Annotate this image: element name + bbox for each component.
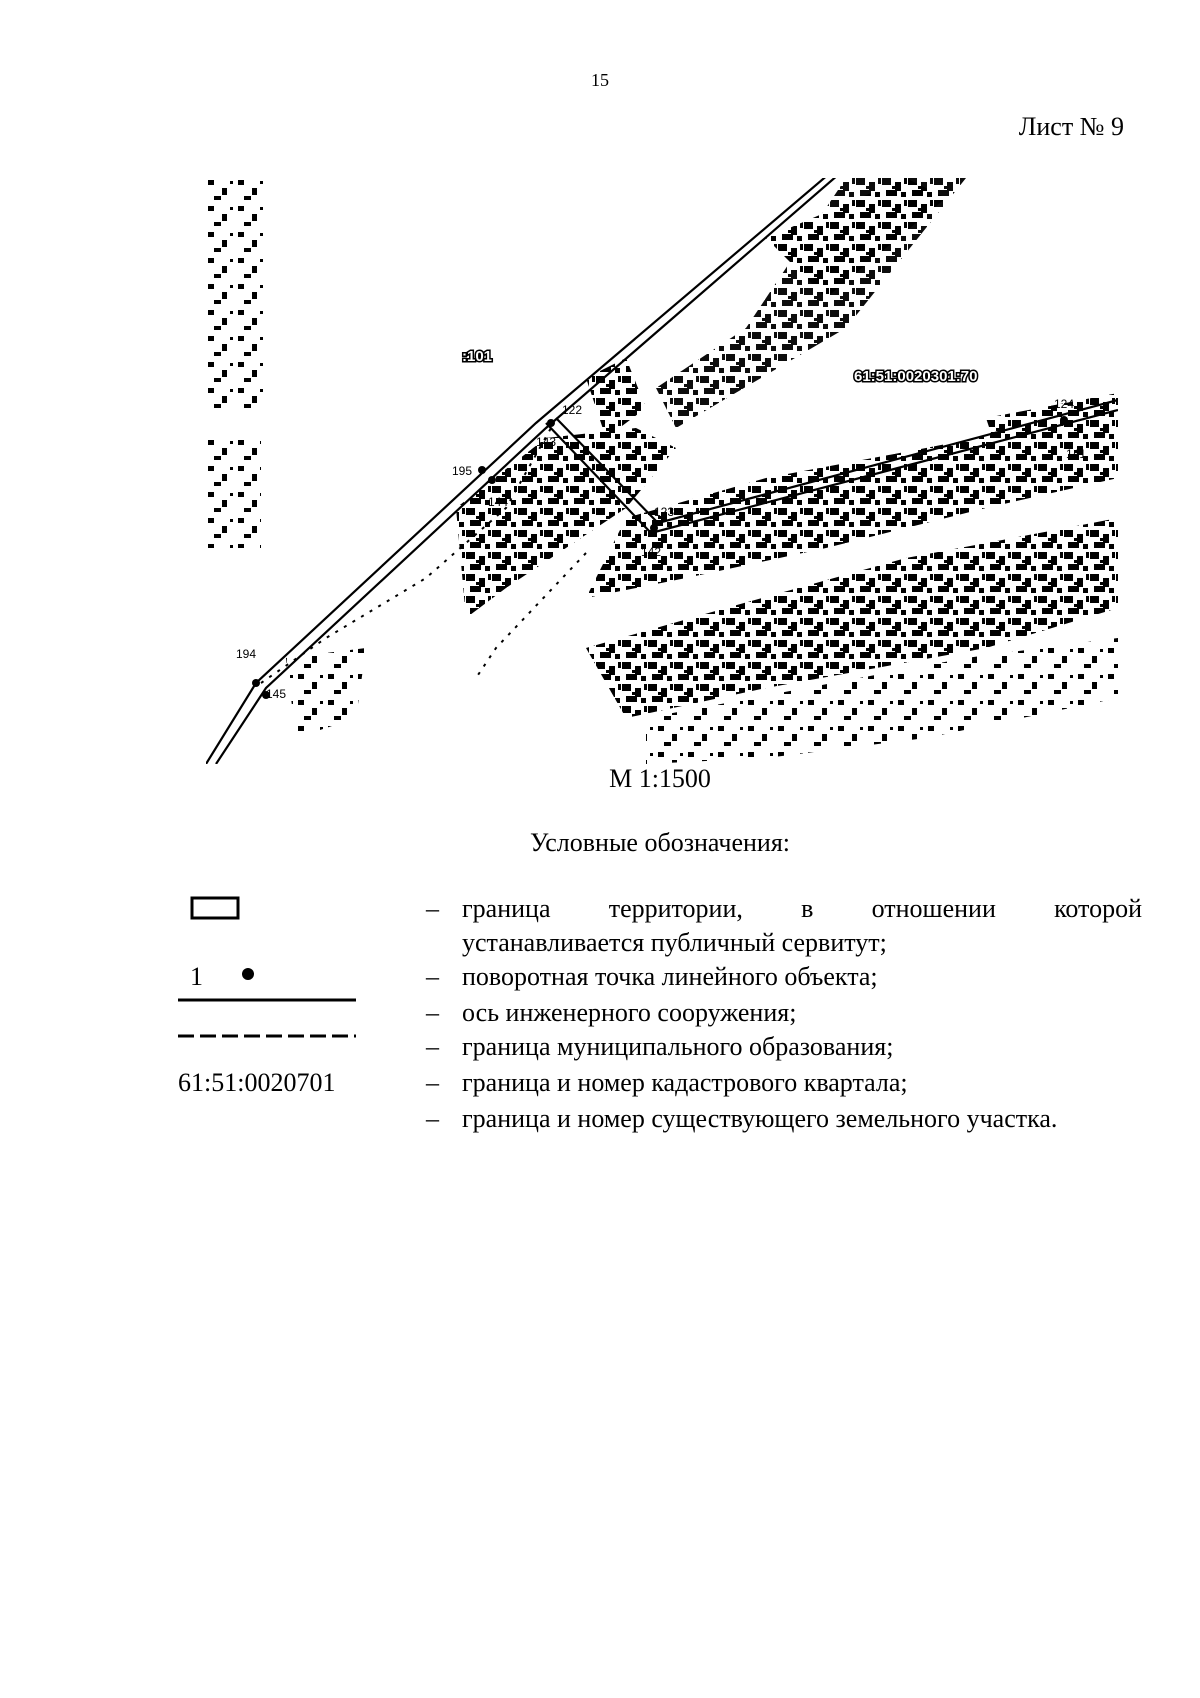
point-label-122: 122 (562, 403, 583, 417)
legend-item-axis: ось инженерного сооружения; (462, 998, 797, 1027)
legend-point-number: 1 (190, 962, 203, 991)
parcel-label-101: :101 (462, 348, 493, 365)
legend-dash: – (426, 962, 439, 991)
point-label-195: 195 (452, 464, 473, 478)
legend-item-turning-point: поворотная точка линейного объекта; (462, 962, 878, 991)
map-fragment (206, 178, 1118, 764)
legend-dash: – (426, 894, 439, 923)
page-number: 15 (591, 70, 609, 90)
legend-symbol-dashed-line (178, 1030, 358, 1064)
legend-item-easement (462, 892, 1142, 960)
point-label-145: 145 (266, 687, 287, 701)
legend-dash: – (426, 998, 439, 1027)
legend-item-cadastral-quarter: граница и номер кадастрового квартала; (462, 1068, 908, 1097)
legend-dash: – (426, 1104, 439, 1133)
map-scale: М 1:1500 (609, 764, 711, 793)
point-label-194: 194 (236, 647, 257, 661)
point-label-141: 141 (1066, 447, 1087, 461)
legend-symbol-rectangle (178, 892, 358, 926)
point-label-143: 143 (536, 435, 557, 449)
parcel-label-cadastral: 61:51:0020301:70 (854, 368, 978, 385)
point-label-123: 123 (654, 505, 675, 519)
legend-symbol-point (178, 960, 358, 994)
aerial-texture (206, 178, 1118, 764)
legend-dash: – (426, 1068, 439, 1097)
sheet-title: Лист № 9 (1018, 112, 1124, 141)
legend-item-municipal: граница муниципального образования; (462, 1032, 894, 1061)
legend-title: Условные обозначения: (529, 828, 791, 857)
legend-point-dot-icon (238, 964, 258, 984)
point-label-124: 124 (1054, 397, 1075, 411)
point-label-142: 142 (641, 545, 662, 559)
legend-symbol-quarter-number: 61:51:0020701 (178, 1068, 336, 1097)
legend-item-easement-line2: устанавливается публичный сервитут; (462, 928, 887, 957)
legend-symbol-solid-line (178, 996, 358, 1030)
legend-dash: – (426, 1032, 439, 1061)
legend-item-land-plot: граница и номер существующего земельного участка. (462, 1104, 1058, 1133)
point-label-144: 144 (488, 495, 509, 509)
legend-item-easement-line1: граница территории, в отношении которой (462, 894, 1142, 923)
